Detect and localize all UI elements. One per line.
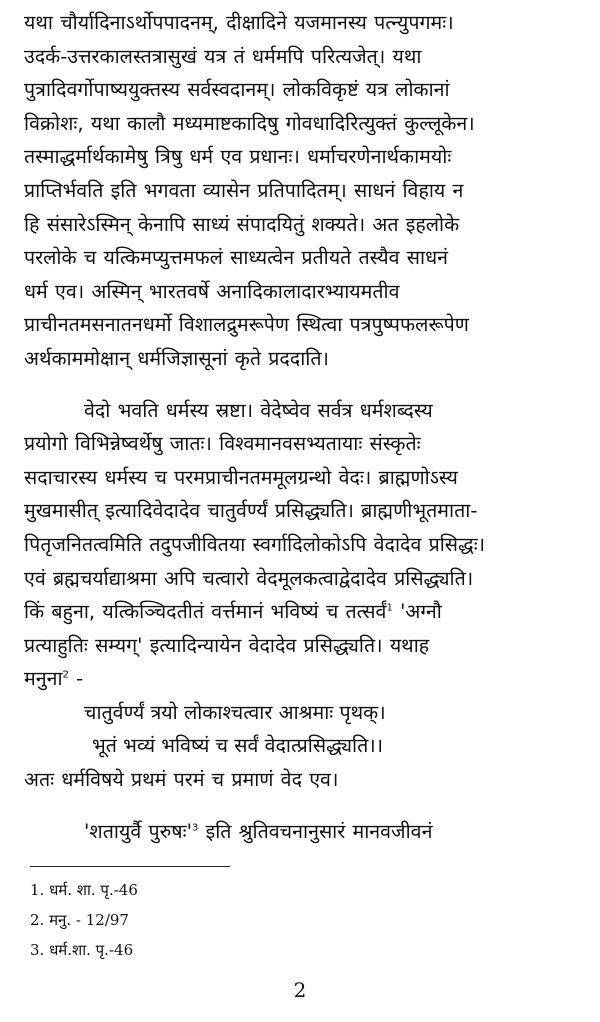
text-line: सदाचारस्य धर्मस्य च परमप्राचीनतममूलग्रन्थो वेदः। ब्राह्मणोऽस्य xyxy=(24,465,458,489)
text-segment: इति श्रुतिवचनानुसारं मानवजीवनं xyxy=(198,819,433,843)
text-line xyxy=(24,595,562,629)
footnote: 1. धर्म. शा. पृ.-46 xyxy=(30,881,138,900)
text-line: प्रयोगो विभिन्नेष्वर्थेषु जातः। विश्वमानवसभ्यतायाः संस्कृतेः xyxy=(24,432,421,456)
verse-line: भूतं भव्यं भविष्यं च सर्वं वेदात्प्रसिद्ध्यति।। xyxy=(92,734,384,758)
text-segment: 'शतायुर्वै पुरुषः' xyxy=(84,819,192,843)
footnote: 3. धर्म.शा. पृ.-46 xyxy=(30,941,134,960)
text-segment: 'अग्नौ xyxy=(392,600,442,624)
footnote-marker: 2 xyxy=(62,669,69,681)
paragraph-1 xyxy=(24,6,562,376)
text-line: विक्रोशः, यथा कालौ मध्यमाष्टकादिषु गोवधादिरित्युक्तं कुल्लूकेन। xyxy=(24,111,475,135)
text-line xyxy=(24,662,562,696)
text-line: प्राचीनतमसनातनधर्मो विशालद्रुमरूपेण स्थित्वा पत्रपुष्पफलरूपेण xyxy=(24,313,469,337)
quoted-verse xyxy=(24,696,562,763)
text-line: तस्माद्धर्मार्थकामेषु त्रिषु धर्म एव प्रधानः। धर्माचरणेनार्थकामयोः xyxy=(24,145,452,169)
text-line: धर्म एव। अस्मिन् भारतवर्षे अनादिकालादारभ्यायमतीव xyxy=(24,279,400,303)
footnotes xyxy=(24,875,562,965)
conclusion-line xyxy=(24,763,562,797)
paragraph-3 xyxy=(24,815,562,849)
text-line: अर्थकाममोक्षान् धर्मजिज्ञासूनां कृते प्रददाति। xyxy=(24,346,329,370)
page-number: 2 xyxy=(293,978,307,1002)
footnote-marker: 1 xyxy=(386,602,393,614)
text-line: वेदो भवति धर्मस्य स्रष्टा। वेदेष्वेव सर्वत्र धर्मशब्दस्य xyxy=(84,398,433,422)
footnote-marker: 3 xyxy=(191,822,199,834)
text-line: उदर्क-उत्तरकालस्तत्रासुखं यत्र तं धर्ममपि परित्यजेत्। यथा xyxy=(24,44,422,68)
paragraph-2 xyxy=(24,394,562,696)
text-line: हि संसारेऽस्मिन् केनापि साध्यं संपादयितुं शक्यते। अत इहलोके xyxy=(24,212,460,236)
footnote: 2. मनु. - 12/97 xyxy=(30,911,129,930)
text-line: अतः धर्मविषये प्रथमं परमं च प्रमाणं वेद एव। xyxy=(24,768,339,792)
text-segment: - xyxy=(68,667,84,691)
text-line: पितृजनितत्वमिति तदुपजीवितया स्वर्गादिलोकोऽपि वेदादेव प्रसिद्धः। xyxy=(24,532,486,556)
text-segment: किं बहुना, यत्किञ्चिदतीतं वर्त्तमानं भविष्यं च तत्सर्वं xyxy=(24,600,387,624)
text-line: यथा चौर्यादिनाऽर्थोपपादनम्, दीक्षादिने यजमानस्य पत्न्युपगमः। xyxy=(24,11,454,34)
text-line xyxy=(24,815,562,849)
text-line: परलोके च यत्किमप्युत्तमफलं साध्यत्वेन प्रतीयते तस्यैव साधनं xyxy=(24,246,448,270)
text-line: मुखमासीत् इत्यादिवेदादेव चातुर्वर्ण्यं प्रसिद्ध्यति। ब्राह्मणीभूतमाता- xyxy=(24,499,478,523)
text-line: प्राप्तिर्भवति इति भगवता व्यासेन प्रतिपादितम्। साधनं विहाय न xyxy=(24,178,464,202)
text-line: प्रत्याहुतिः सम्यग्' इत्यादिन्यायेन वेदादेव प्रसिद्ध्यति। यथाह xyxy=(24,633,430,657)
text-line: एवं ब्रह्मचर्याद्याश्रमा अपि चत्वारो वेदमूलकत्वाद्वेदादेव प्रसिद्ध्यति। xyxy=(24,566,474,590)
footnote-divider xyxy=(30,866,230,867)
paragraph-gap xyxy=(24,376,562,394)
text-line: पुत्रादिवर्गोपाष्ययुक्तस्य सर्वस्वदानम्। लोकविकृष्टं यत्र लोकानां xyxy=(24,78,450,102)
verse-line: चातुर्वर्ण्यं त्रयो लोकाश्चत्वार आश्रमाः पृथक्। xyxy=(84,700,386,724)
text-segment: मनुना xyxy=(24,667,63,691)
paragraph-gap xyxy=(24,797,562,815)
